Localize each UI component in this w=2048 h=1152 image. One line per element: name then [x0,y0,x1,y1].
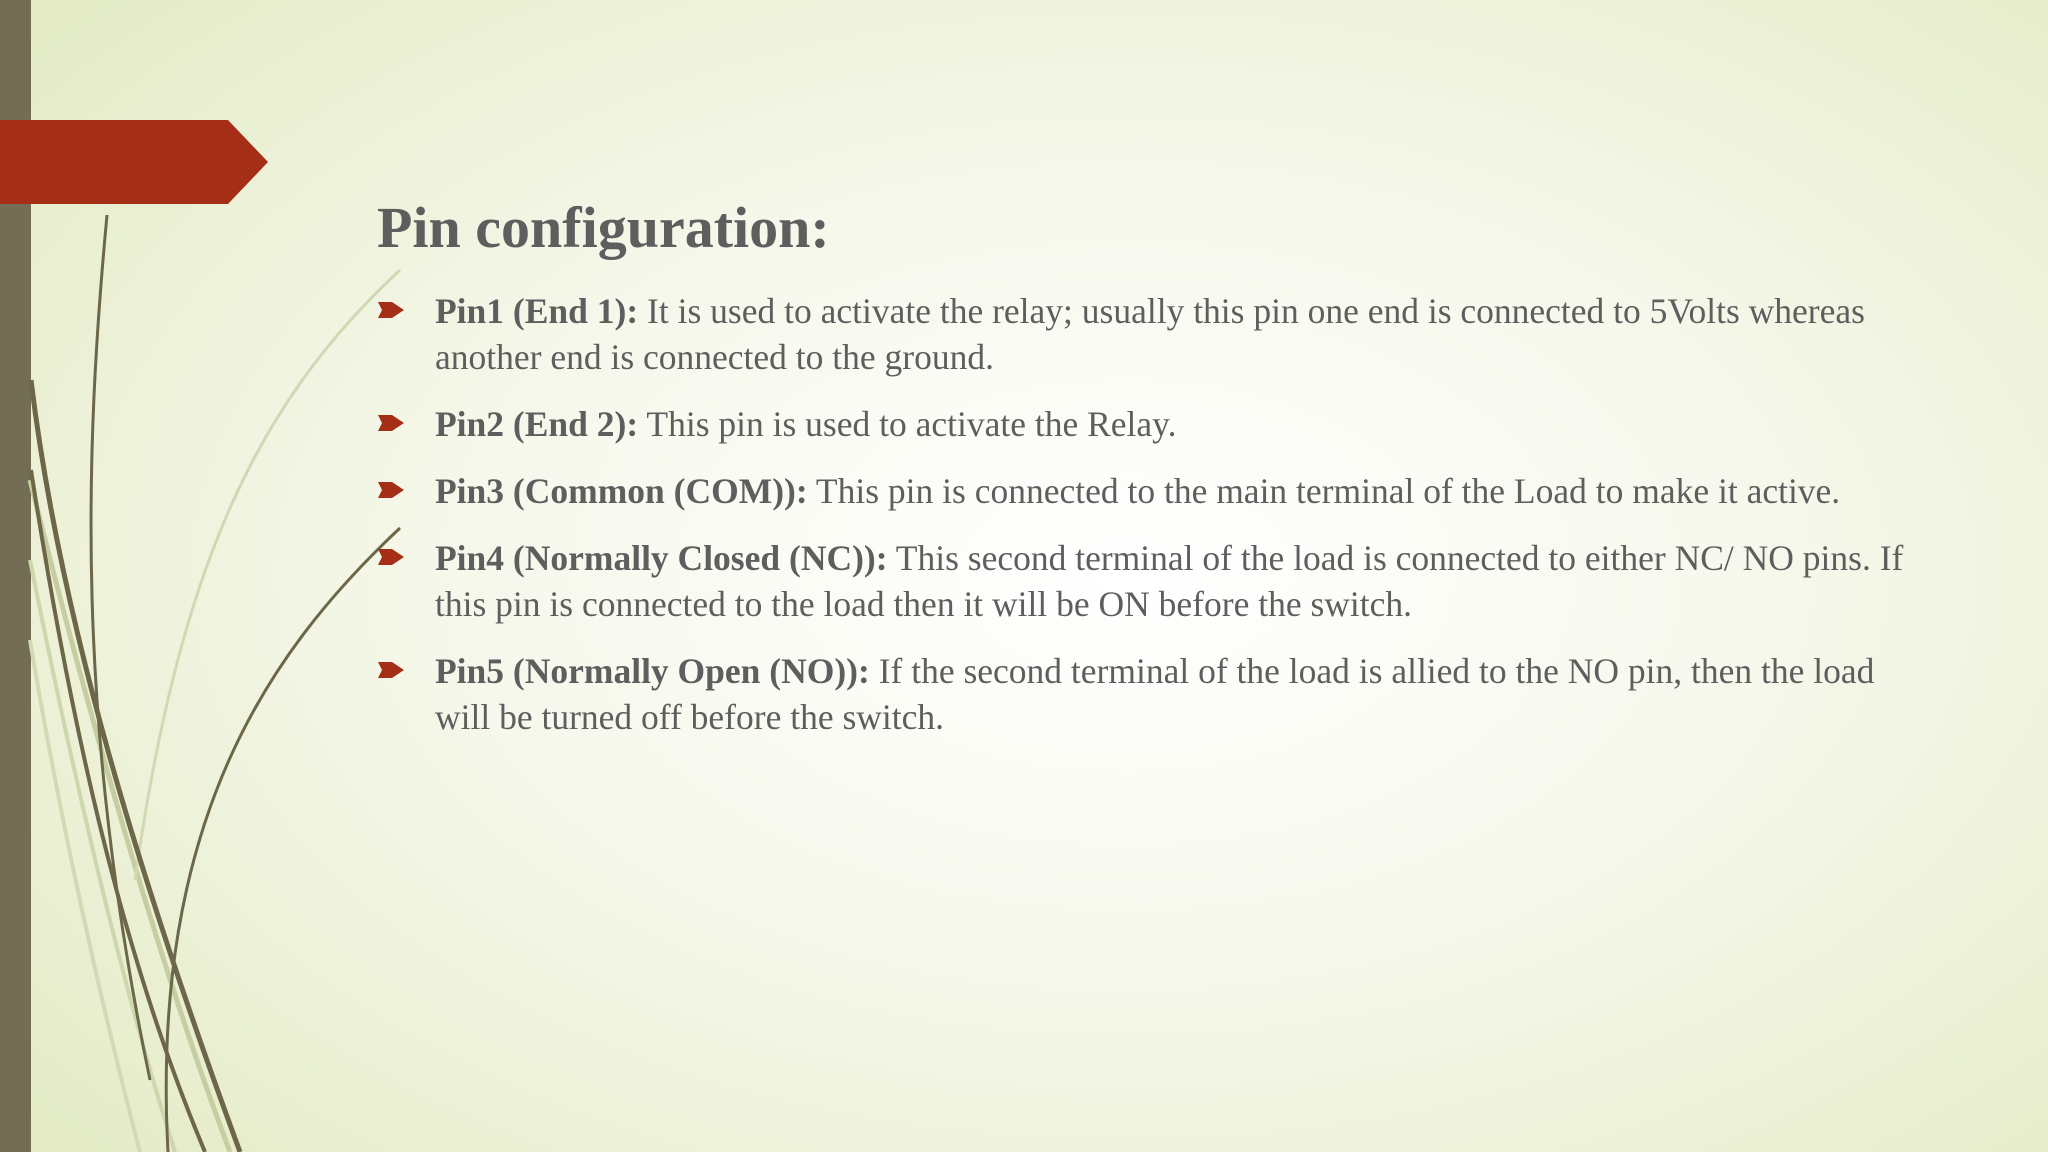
bullet-label: Pin4 (Normally Closed (NC)): [435,538,888,578]
bullet-item-pin3 [378,468,1938,514]
bullet-text: This second terminal of the load is connected to either NC/ NO pins. If this pin is connected to the load then it will be ON before the switch. [435,538,1904,624]
arrow-bullet-icon [378,413,406,433]
bullet-label: Pin5 (Normally Open (NO)): [435,651,870,691]
bullet-text: This pin is used to activate the Relay. [638,404,1177,444]
light-stem-3 [30,640,140,1152]
dark-stem-1 [91,215,150,1080]
dark-stem-2 [31,380,240,1152]
light-stem-1 [30,480,230,1152]
bullet-label: Pin1 (End 1): [435,291,639,331]
light-stem-4 [135,270,400,880]
bullet-list [378,288,1938,761]
bullet-text: If the second terminal of the load is allied to the NO pin, then the load will be turned off before the switch. [435,651,1875,737]
light-stem-2 [30,560,175,1152]
arrow-bullet-icon [378,300,406,320]
bullet-item-pin5 [378,648,1938,740]
bullet-text: It is used to activate the relay; usually this pin one end is connected to 5Volts whereas another end is connected to the ground. [435,291,1865,377]
bullet-item-pin2 [378,401,1938,447]
red-ribbon-arrow [0,120,268,204]
arrow-bullet-icon [378,660,406,680]
arrow-bullet-icon [378,547,406,567]
arrow-bullet-icon [378,480,406,500]
bullet-item-pin4 [378,535,1938,627]
slide-title: Pin configuration: [377,195,830,260]
bullet-label: Pin3 (Common (COM)): [435,471,808,511]
bullet-text: This pin is connected to the main terminal of the Load to make it active. [807,471,1841,511]
bullet-item-pin1 [378,288,1938,380]
bullet-label: Pin2 (End 2): [435,404,639,444]
dark-stem-4 [166,528,400,1152]
